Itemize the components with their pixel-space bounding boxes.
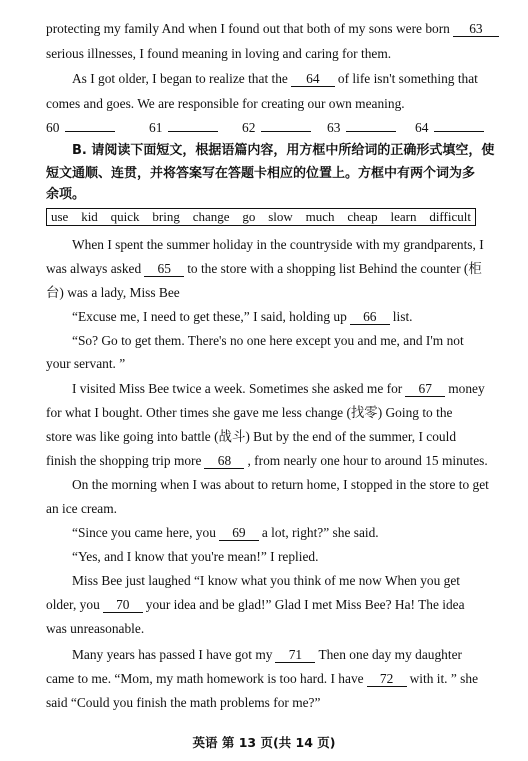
answer-slot: 62 [242, 119, 311, 137]
text-line: Many years has passed I have got my 71 Then one day my daughter [72, 647, 462, 662]
word-bank-item: learn [390, 209, 417, 224]
text-line: finish the shopping trip more 68 , from nearly one hour to around 15 minutes. [46, 453, 488, 468]
text-line: I visited Miss Bee twice a week. Sometimes she asked me for 67 money [72, 381, 485, 396]
word-bank-item: go [242, 209, 256, 224]
blank-69: 69 [219, 525, 259, 541]
blank-65: 65 [144, 261, 184, 277]
text-line: “Excuse me, I need to get these,” I said, holding up 66 list. [72, 309, 413, 324]
blank-67: 67 [405, 381, 445, 397]
page-footer: 英语 第 13 页(共 14 页) [192, 735, 336, 750]
text-line: an ice cream. [46, 501, 117, 516]
word-bank-item: kid [81, 209, 98, 224]
word-bank-item: difficult [429, 209, 471, 224]
text-line: Miss Bee just laughed “I know what you think of me now When you get [72, 573, 461, 588]
text-line: store was like going into battle (战斗) But by the end of the summer, I could [46, 429, 457, 444]
text-line: older, you 70 your idea and be glad!” Glad I met Miss Bee? Ha! The idea [46, 597, 465, 612]
word-bank-item: much [305, 209, 335, 224]
text-line: “So? Go to get them. There's no one here except you and me, and I'm not [72, 333, 464, 348]
word-bank-item: use [51, 209, 69, 224]
section-b-instruction: B. 请阅读下面短文，根据语篇内容，用方框中所给词的正确形式填空，使 [72, 143, 495, 158]
blank-71: 71 [275, 647, 315, 663]
word-bank-item: change [192, 209, 230, 224]
text-line: protecting my family And when I found out that both of my sons were born 63 [46, 20, 482, 38]
text-line: comes and goes. We are responsible for creating our own meaning. [46, 96, 405, 111]
answer-slot: 63 [327, 119, 396, 137]
answer-slot: 60 [46, 119, 115, 137]
text-line: “Since you came here, you 69 a lot, right?” she said. [72, 525, 379, 540]
answer-slot: 64 [415, 119, 484, 137]
word-bank-box [46, 208, 476, 226]
word-bank-item: quick [110, 209, 140, 224]
text-line: your servant. ” [46, 356, 126, 371]
section-b-instruction: 短文通顺、连贯，并将答案写在答题卡相应的位置上。方框中有两个词为多 [46, 166, 476, 181]
text-line: was always asked 65 to the store with a shopping list Behind the counter (柜 [46, 261, 482, 276]
blank-64: 64 [291, 71, 335, 87]
text-line: As I got older, I began to realize that the 64 of life isn't something that [72, 71, 478, 86]
blank-63: 63 [453, 21, 499, 37]
text-line: On the morning when I was about to return home, I stopped in the store to get [72, 477, 489, 492]
answer-slot: 61 [149, 119, 218, 137]
blank-72: 72 [367, 671, 407, 687]
text-line: was unreasonable. [46, 621, 145, 636]
word-bank-item: cheap [347, 209, 378, 224]
section-b-instruction: 余项。 [46, 187, 86, 202]
blank-68: 68 [204, 453, 244, 469]
word-bank-item: bring [152, 209, 180, 224]
text-line: came to me. “Mom, my math homework is too hard. I have 72 with it. ” she [46, 671, 479, 686]
text-line: said “Could you finish the math problems for me?” [46, 695, 321, 710]
word-bank-item: slow [268, 209, 293, 224]
blank-66: 66 [350, 309, 390, 325]
text-line: “Yes, and I know that you're mean!” I replied. [72, 549, 319, 564]
text-line: for what I bought. Other times she gave me less change (找零) Going to the [46, 405, 453, 420]
text-line: serious illnesses, I found meaning in loving and caring for them. [46, 46, 392, 61]
text-line: When I spent the summer holiday in the countryside with my grandparents, I [72, 237, 484, 252]
text-line: 台) was a lady, Miss Bee [46, 285, 180, 300]
blank-70: 70 [103, 597, 143, 613]
